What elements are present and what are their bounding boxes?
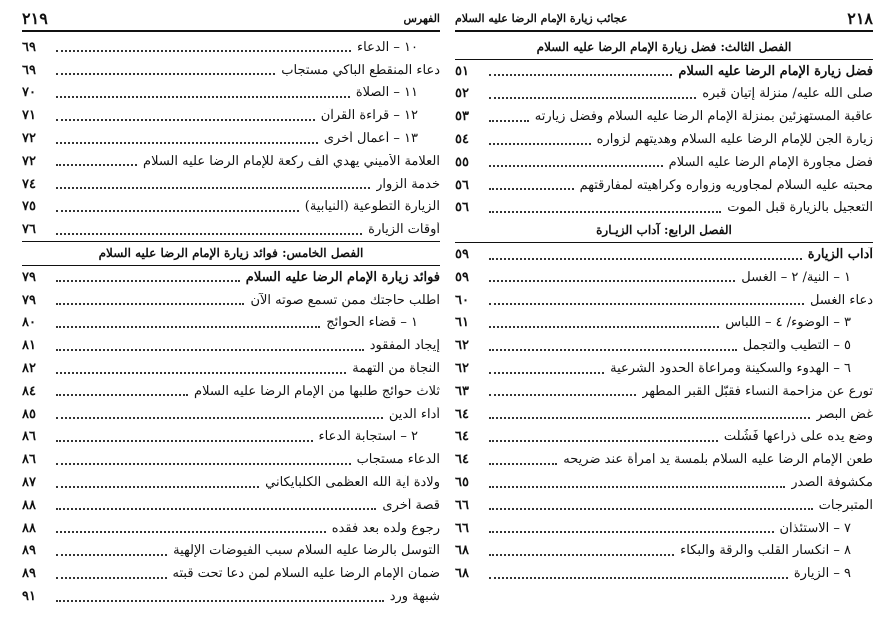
toc-entry-page-number: ٨٢ xyxy=(22,361,36,377)
toc-entry xyxy=(22,471,440,494)
dot-leader xyxy=(489,280,735,282)
toc-entry xyxy=(22,540,440,563)
dot-leader xyxy=(56,164,137,166)
dot-leader xyxy=(56,50,351,52)
dot-leader xyxy=(56,187,370,189)
toc-entry-page-number: ٧٥ xyxy=(22,199,36,215)
toc-entry-page-number: ٦٤ xyxy=(455,452,469,468)
left-toc-list xyxy=(22,36,440,608)
dot-leader xyxy=(56,440,313,442)
toc-entry-page-number: ٥١ xyxy=(455,63,469,79)
dot-leader xyxy=(56,554,167,556)
toc-entry xyxy=(455,426,873,449)
toc-entry-page-number: ٥٦ xyxy=(455,200,469,216)
toc-entry-page-number: ٧٠ xyxy=(22,85,36,101)
toc-entry-title: ١٢ – قراءة القرآن xyxy=(320,108,418,124)
toc-entry-title: الزيارة التطوعية (النيابية) xyxy=(304,199,440,215)
toc-entry-page-number: ٧٤ xyxy=(22,176,36,192)
dot-leader xyxy=(56,280,240,282)
toc-entry-page-number: ٧٢ xyxy=(22,131,36,147)
toc-entry xyxy=(455,243,873,266)
toc-entry xyxy=(22,494,440,517)
toc-entry-title: تورع عن مزاحمة النساء فقبّل القبر المطهر xyxy=(642,383,873,399)
dot-leader xyxy=(489,508,813,510)
dot-leader xyxy=(489,372,604,374)
toc-entry-title: ٨ – انكسار القلب والرقة والبكاء xyxy=(680,543,851,559)
toc-entry-title: المتبرجات xyxy=(818,497,873,513)
toc-entry-title: التوسل بالرضا عليه السلام سبب الفيوضات الإلهية xyxy=(173,543,440,559)
toc-entry-page-number: ٧٩ xyxy=(22,292,36,308)
toc-entry-title: ٧ – الاستئذان xyxy=(779,520,851,536)
toc-entry-title: ١ – قضاء الحوائج xyxy=(326,315,418,331)
toc-entry xyxy=(22,196,440,219)
toc-entry-page-number: ٧٢ xyxy=(22,153,36,169)
dot-leader xyxy=(489,531,774,533)
toc-entry-title: أداء الدين xyxy=(388,406,440,422)
dot-leader xyxy=(489,554,674,556)
toc-entry-title: اطلب حاجتك ممن تسمع صوته الآن xyxy=(250,292,440,308)
dot-leader xyxy=(489,211,721,213)
right-page-header xyxy=(455,6,873,32)
dot-leader xyxy=(489,120,529,122)
dot-leader xyxy=(489,165,663,167)
chapter-heading: الفصل الرابع: آداب الزيـارة xyxy=(455,219,873,243)
toc-entry-title: ١١ – الصلاة xyxy=(355,85,418,101)
toc-entry-page-number: ٦١ xyxy=(455,315,469,331)
toc-entry-page-number: ٥٩ xyxy=(455,269,469,285)
toc-entry-page-number: ٧٦ xyxy=(22,222,36,238)
toc-entry xyxy=(455,403,873,426)
dot-leader xyxy=(489,97,696,99)
dot-leader xyxy=(56,372,346,374)
toc-entry xyxy=(22,289,440,312)
toc-entry-page-number: ٩١ xyxy=(22,589,36,605)
toc-entry-page-number: ٥٥ xyxy=(455,154,469,170)
toc-entry-page-number: ٨٩ xyxy=(22,543,36,559)
dot-leader xyxy=(489,577,788,579)
toc-entry-page-number: ٥٣ xyxy=(455,109,469,125)
toc-entry xyxy=(455,266,873,289)
toc-entry-page-number: ٧١ xyxy=(22,108,36,124)
toc-entry-title: أوقات الزيارة xyxy=(368,222,440,238)
dot-leader xyxy=(489,486,785,488)
toc-entry-title: ٣ – الوضوء/ ٤ – اللباس xyxy=(725,315,851,331)
dot-leader xyxy=(56,394,188,396)
toc-entry xyxy=(455,494,873,517)
toc-entry xyxy=(455,128,873,151)
toc-entry-title: الدعاء مستجاب xyxy=(356,452,440,468)
toc-entry-title: دعاء الغسل xyxy=(809,292,873,308)
toc-entry xyxy=(22,585,440,608)
toc-entry-title: ٥ – التطيب والتجمل xyxy=(742,338,851,354)
toc-entry-page-number: ٦٤ xyxy=(455,429,469,445)
dot-leader xyxy=(56,486,259,488)
toc-entry-page-number: ٦٣ xyxy=(455,383,469,399)
toc-entry xyxy=(22,150,440,173)
toc-entry-page-number: ٧٩ xyxy=(22,269,36,285)
toc-entry xyxy=(22,426,440,449)
dot-leader xyxy=(56,326,320,328)
toc-entry-page-number: ٨٥ xyxy=(22,406,36,422)
toc-entry-page-number: ٥٩ xyxy=(455,247,469,263)
toc-entry-title: غض البصر xyxy=(816,406,873,422)
left-running-title: الفهرس xyxy=(403,11,440,25)
toc-entry-page-number: ٦٥ xyxy=(455,475,469,491)
toc-entry xyxy=(455,380,873,403)
dot-leader xyxy=(489,349,737,351)
toc-entry-title: ٩ – الزيارة xyxy=(793,566,851,582)
right-page-number: ٢١٨ xyxy=(847,8,873,28)
toc-entry xyxy=(22,104,440,127)
toc-entry xyxy=(455,517,873,540)
toc-entry-title: ١ – النية/ ٢ – الغسل xyxy=(741,269,851,285)
toc-entry xyxy=(22,334,440,357)
toc-entry-page-number: ٨١ xyxy=(22,338,36,354)
toc-entry-page-number: ٦٨ xyxy=(455,566,469,582)
toc-entry-title: قصة أخرى xyxy=(382,497,440,513)
chapter-heading: الفصل الثالث: فضل زيارة الإمام الرضا عليه السلام xyxy=(455,36,873,60)
toc-entry-page-number: ٨٦ xyxy=(22,452,36,468)
dot-leader xyxy=(56,463,351,465)
toc-entry xyxy=(455,83,873,106)
dot-leader xyxy=(489,74,672,76)
toc-entry-page-number: ٨٦ xyxy=(22,429,36,445)
toc-entry-title: شبهة ورد xyxy=(389,589,440,605)
dot-leader xyxy=(56,600,384,602)
toc-entry-page-number: ٥٢ xyxy=(455,86,469,102)
toc-entry xyxy=(22,173,440,196)
toc-entry-page-number: ٦٢ xyxy=(455,338,469,354)
right-running-title: عجائب زيارة الإمام الرضا عليه السلام xyxy=(455,11,628,25)
toc-entry xyxy=(22,266,440,289)
toc-entry-title: فضل مجاورة الإمام الرضا عليه السلام xyxy=(668,154,873,170)
dot-leader xyxy=(56,96,350,98)
toc-entry-page-number: ٨٧ xyxy=(22,475,36,491)
toc-entry-page-number: ٦٠ xyxy=(455,292,469,308)
toc-entry xyxy=(455,197,873,220)
toc-entry-title: ١٠ – الدعاء xyxy=(357,39,418,55)
toc-entry xyxy=(22,82,440,105)
dot-leader xyxy=(489,258,802,260)
toc-entry xyxy=(455,471,873,494)
toc-entry-title: دعاء المنقطع الباكي مستجاب xyxy=(281,62,440,78)
toc-entry-page-number: ٦٩ xyxy=(22,39,36,55)
left-page-header xyxy=(22,6,440,32)
dot-leader xyxy=(489,303,804,305)
toc-entry xyxy=(455,151,873,174)
toc-entry-title: مكشوفة الصدر xyxy=(791,475,873,491)
toc-entry-title: فضل زيارة الإمام الرضا عليه السلام xyxy=(678,63,873,79)
dot-leader xyxy=(56,142,318,144)
toc-entry-title: رجوع ولده بعد فقده xyxy=(331,520,440,536)
toc-entry-title: ١٣ – أعمال أخرى xyxy=(323,131,418,147)
toc-entry xyxy=(455,540,873,563)
toc-entry-page-number: ٨٩ xyxy=(22,566,36,582)
toc-entry xyxy=(455,105,873,128)
dot-leader xyxy=(56,531,326,533)
toc-entry-title: فوائد زيارة الإمام الرضا عليه السلام xyxy=(245,269,440,285)
toc-entry xyxy=(22,357,440,380)
toc-entry-title: التعجيل بالزيارة قبل الموت xyxy=(727,200,873,216)
toc-entry-title: وضع يده على ذراعها فَشُلَّت xyxy=(723,429,873,445)
toc-entry-page-number: ٨٨ xyxy=(22,520,36,536)
toc-entry-page-number: ٨٠ xyxy=(22,315,36,331)
toc-entry-page-number: ٦٩ xyxy=(22,62,36,78)
toc-entry-title: خدمة الزوار xyxy=(376,176,440,192)
dot-leader xyxy=(56,73,275,75)
toc-entry xyxy=(22,36,440,59)
toc-entry xyxy=(22,312,440,335)
toc-entry xyxy=(22,127,440,150)
toc-entry-page-number: ٥٤ xyxy=(455,132,469,148)
left-page xyxy=(22,0,440,640)
toc-entry-title: إيجاد المفقود xyxy=(369,338,440,354)
toc-entry xyxy=(22,517,440,540)
toc-entry xyxy=(455,174,873,197)
dot-leader xyxy=(489,463,557,465)
toc-entry-page-number: ٨٤ xyxy=(22,383,36,399)
toc-entry-title: ٢ – استجابة الدعاء xyxy=(318,429,418,445)
toc-entry xyxy=(22,59,440,82)
toc-entry-title: آداب الزيارة xyxy=(807,247,873,263)
dot-leader xyxy=(489,440,718,442)
dot-leader xyxy=(56,233,362,235)
right-page xyxy=(455,0,873,640)
toc-entry xyxy=(455,60,873,83)
dot-leader xyxy=(56,417,383,419)
toc-entry-page-number: ٦٢ xyxy=(455,361,469,377)
dot-leader xyxy=(56,349,364,351)
dot-leader xyxy=(489,143,591,145)
toc-entry xyxy=(22,448,440,471)
toc-entry-page-number: ٨٨ xyxy=(22,497,36,513)
right-toc-list xyxy=(455,36,873,585)
toc-entry xyxy=(22,218,440,241)
toc-entry xyxy=(455,289,873,312)
toc-entry xyxy=(455,357,873,380)
toc-entry xyxy=(455,312,873,335)
dot-leader xyxy=(56,303,244,305)
toc-entry-page-number: ٥٦ xyxy=(455,177,469,193)
dot-leader xyxy=(489,417,810,419)
left-page-number: ٢١٩ xyxy=(22,8,48,28)
toc-entry-title: صلى الله عليه/ منزلة إتيان قبره xyxy=(702,86,873,102)
toc-entry-title: النجاة من التهمة xyxy=(352,361,440,377)
toc-entry xyxy=(455,562,873,585)
toc-entry-page-number: ٦٤ xyxy=(455,406,469,422)
toc-entry xyxy=(455,334,873,357)
toc-entry-page-number: ٦٦ xyxy=(455,520,469,536)
toc-entry-title: ثلاث حوائج طلبها من الإمام الرضا عليه السلام xyxy=(194,383,440,399)
toc-entry-title: ضمان الإمام الرضا عليه السلام لمن دعا تحت قبته xyxy=(172,566,440,582)
toc-entry-title: العلامة الأميني يهدي ألف ركعة للإمام الرضا عليه السلام xyxy=(143,153,440,169)
toc-entry-title: ٦ – الهدوء والسكينة ومراعاة الحدود الشرعية xyxy=(610,361,851,377)
dot-leader xyxy=(56,119,315,121)
toc-entry-title: زيارة الجن للإمام الرضا عليه السلام وهديتهم لزواره xyxy=(596,132,873,148)
toc-entry xyxy=(22,380,440,403)
toc-entry-title: عاقبة المستهزئين بمنزلة الإمام الرضا عليه السلام وفضل زيارته xyxy=(534,109,873,125)
toc-entry-title: ولادة آية الله العظمى الكلبايكاني xyxy=(265,475,440,491)
chapter-heading: الفصل الخامس: فوائد زيارة الإمام الرضا عليه السلام xyxy=(22,241,440,266)
dot-leader xyxy=(489,326,719,328)
dot-leader xyxy=(56,210,299,212)
toc-entry xyxy=(22,562,440,585)
dot-leader xyxy=(489,394,636,396)
toc-entry-page-number: ٦٦ xyxy=(455,497,469,513)
dot-leader xyxy=(489,188,574,190)
toc-entry-title: محبته عليه السلام لمجاوريه وزواره وكراهيته لمفارقتهم xyxy=(579,177,873,193)
toc-entry xyxy=(455,448,873,471)
dot-leader xyxy=(56,508,376,510)
toc-entry-title: طعن الإمام الرضا عليه السلام بلمسة يد امرأة عند ضريحه xyxy=(563,452,873,468)
toc-entry xyxy=(22,403,440,426)
dot-leader xyxy=(56,577,167,579)
toc-entry-page-number: ٦٨ xyxy=(455,543,469,559)
